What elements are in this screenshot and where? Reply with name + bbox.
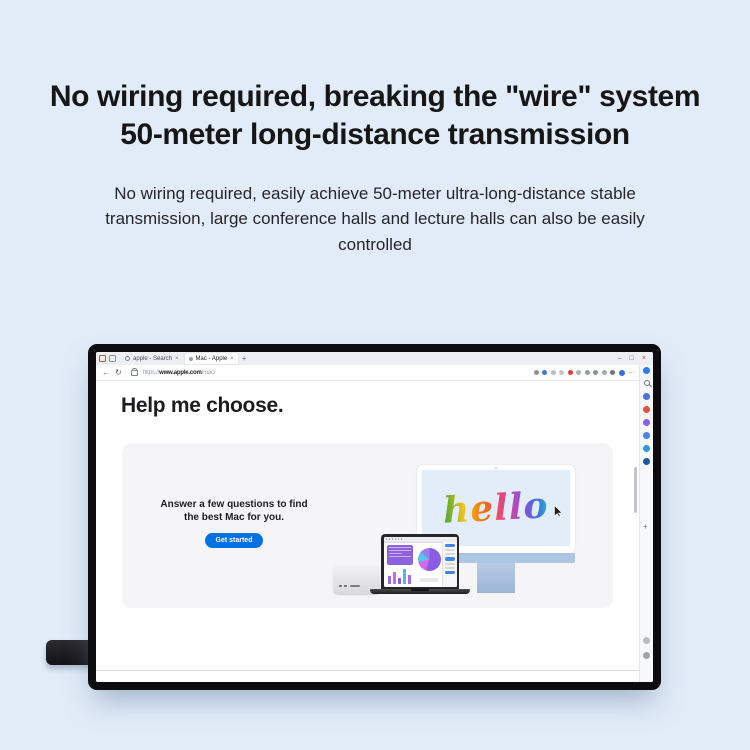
window-controls xyxy=(618,355,653,362)
sidebar-bottom-icon[interactable] xyxy=(643,637,650,644)
tab-apple-search[interactable] xyxy=(121,353,183,364)
usb-port-icon xyxy=(344,585,347,588)
refresh-icon[interactable]: ↻ xyxy=(115,367,122,377)
extension-icon[interactable] xyxy=(602,370,607,375)
apple-favicon-icon xyxy=(189,357,193,361)
workspaces-icon[interactable] xyxy=(99,355,106,362)
url-host: www.apple.com xyxy=(159,369,202,376)
extension-icon[interactable] xyxy=(610,370,615,375)
sidebar-app-icon[interactable] xyxy=(643,406,650,413)
get-started-button[interactable]: Get started xyxy=(205,533,264,548)
extension-icon[interactable] xyxy=(576,370,581,375)
hero-title-line1: No wiring required, breaking the "wire" system xyxy=(49,80,701,113)
tab-label: apple - Search xyxy=(133,355,173,362)
extension-icon[interactable] xyxy=(551,370,556,375)
tab-mac-apple[interactable] xyxy=(185,353,238,364)
sidebar-app-icon[interactable] xyxy=(643,458,650,465)
sidebar-app-icon[interactable] xyxy=(643,445,650,452)
page-scrollbar[interactable] xyxy=(634,467,637,513)
hero-title xyxy=(0,78,750,155)
sidebar-app-icon[interactable] xyxy=(643,432,650,439)
tab-actions-icon[interactable] xyxy=(109,355,116,362)
slide-thumbnail xyxy=(387,545,413,565)
imac-stand xyxy=(477,563,515,593)
page-title: Help me choose. xyxy=(121,394,284,417)
sidebar-search-icon[interactable] xyxy=(644,380,650,386)
monitor-frame xyxy=(88,344,661,690)
search-favicon-icon xyxy=(125,356,130,361)
new-tab-button[interactable]: + xyxy=(241,353,247,363)
extension-icon[interactable] xyxy=(585,370,590,375)
lock-icon xyxy=(131,370,138,376)
hero-section xyxy=(0,0,750,257)
sidebar-add-icon[interactable]: + xyxy=(643,522,648,531)
mouse-cursor-icon xyxy=(554,505,563,517)
tab-close-icon[interactable]: × xyxy=(175,355,179,362)
address-bar[interactable] xyxy=(143,370,216,376)
pie-chart xyxy=(418,548,441,571)
browser-toolbar xyxy=(96,365,653,381)
macbook-base xyxy=(370,589,470,594)
page-footer-divider xyxy=(96,670,639,671)
maximize-button[interactable]: □ xyxy=(629,355,634,362)
browser-tabstrip xyxy=(96,352,653,365)
hero-title-line2: 50-meter long-distance transmission xyxy=(120,118,630,152)
bar-chart xyxy=(388,567,414,584)
inspector-panel xyxy=(442,542,457,588)
tab-close-icon[interactable]: × xyxy=(230,355,234,362)
chart-caption xyxy=(420,578,438,582)
extension-icon[interactable] xyxy=(593,370,598,375)
extension-icon[interactable] xyxy=(542,370,547,375)
url-scheme: https:// xyxy=(142,369,160,376)
card-text-line1: Answer a few questions to find xyxy=(160,499,308,510)
macbook xyxy=(370,534,470,594)
back-icon[interactable]: ← xyxy=(102,367,110,377)
card-text-block xyxy=(134,498,334,548)
hello-script-text: hello xyxy=(442,484,550,532)
card-text-line2: the best Mac for you. xyxy=(183,512,284,523)
extension-icon[interactable] xyxy=(559,370,564,375)
edge-sidebar xyxy=(639,365,653,682)
more-menu-icon[interactable]: … xyxy=(628,368,635,376)
imac-camera-dot xyxy=(495,467,497,469)
sidebar-settings-icon[interactable] xyxy=(643,652,650,659)
macbook-notch xyxy=(413,534,427,537)
close-button[interactable]: × xyxy=(641,355,646,362)
hero-subtitle: No wiring required, easily achieve 50-meter ultra-long-distance stable transmission, large conference halls and lecture halls can also be easily controlled xyxy=(105,183,645,254)
sidebar-app-icon[interactable] xyxy=(643,393,650,400)
profile-avatar[interactable] xyxy=(619,370,625,376)
extension-alert-icon[interactable] xyxy=(568,370,573,375)
copilot-icon[interactable] xyxy=(643,367,650,374)
minimize-button[interactable]: – xyxy=(617,355,622,362)
monitor-screen xyxy=(96,352,653,682)
macbook-screen xyxy=(381,534,459,589)
sidebar-app-icon[interactable] xyxy=(643,419,650,426)
macbook-display xyxy=(384,537,457,588)
help-me-choose-card xyxy=(122,443,613,608)
tab-label: Mac - Apple xyxy=(195,355,228,362)
webpage-content xyxy=(96,381,639,682)
usb-port-icon xyxy=(339,585,342,588)
url-path: /mac/ xyxy=(201,369,216,376)
extension-icon[interactable] xyxy=(534,370,539,375)
extension-cluster xyxy=(534,370,636,376)
sd-slot-icon xyxy=(350,585,360,587)
